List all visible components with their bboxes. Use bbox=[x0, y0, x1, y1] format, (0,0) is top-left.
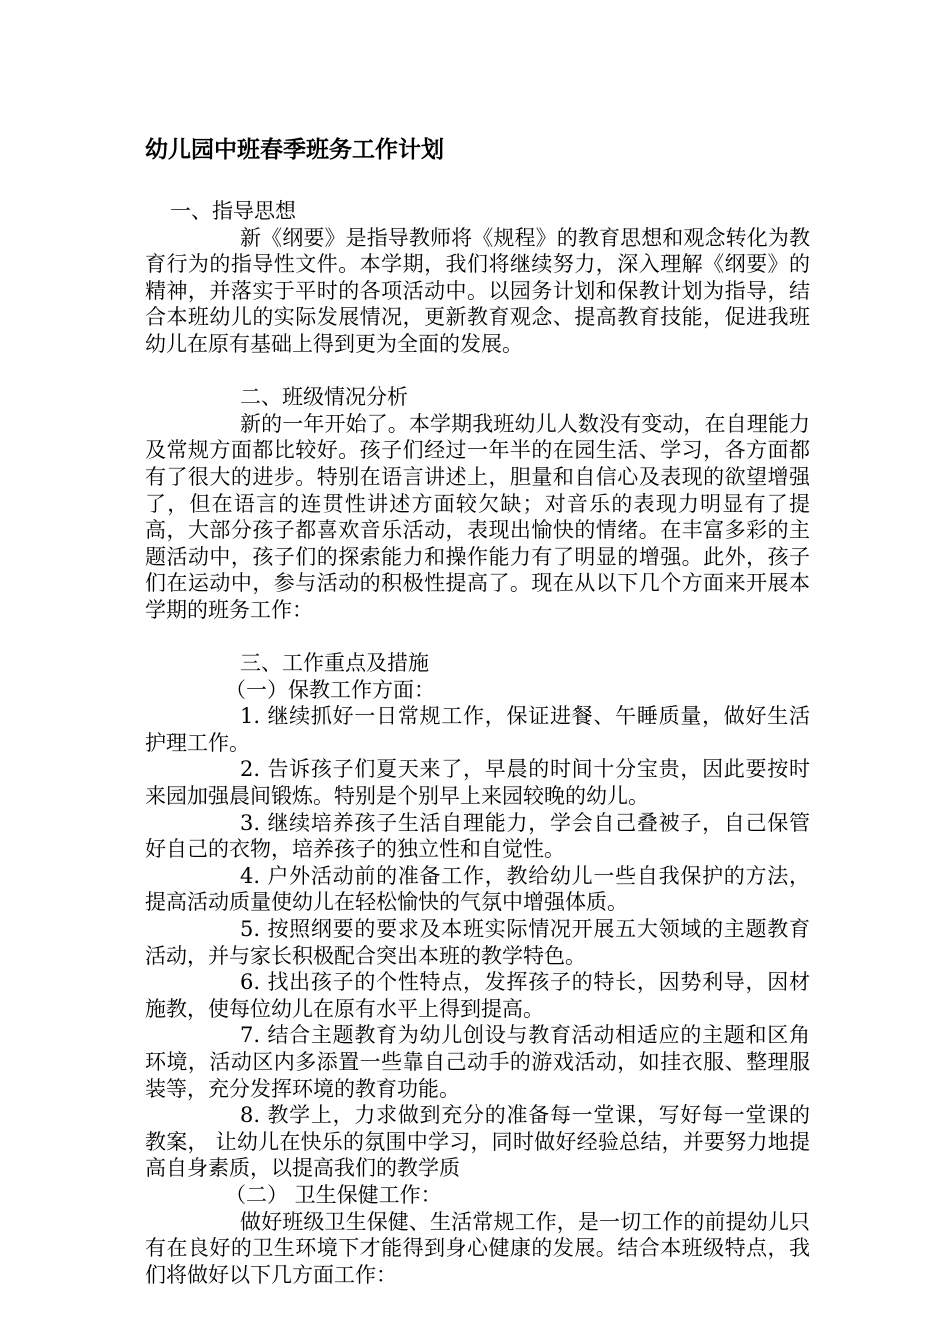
document-title: 幼儿园中班春季班务工作计划 bbox=[145, 137, 444, 163]
list-item: 3. 继续培养孩子生活自理能力，学会自己叠被子，自己保管好自己的衣物，培养孩子的独立性和自觉性。 bbox=[145, 810, 810, 862]
list-item: 7. 结合主题教育为幼儿创设与教育活动相适应的主题和区角环境，活动区内多添置一些靠自己动手的游戏活动，如挂衣服、整理服装等，充分发挥环境的教育功能。 bbox=[145, 1023, 810, 1101]
subsection-paragraph-health-care: 做好班级卫生保健、生活常规工作，是一切工作的前提幼儿只有在良好的卫生环境下才能得到身心健康的发展。结合本班级特点，我们将做好以下几方面工作： bbox=[145, 1209, 810, 1287]
list-item: 8. 教学上，力求做到充分的准备每一堂课，写好每一堂课的教案， 让幼儿在快乐的氛围中学习，同时做好经验总结，并要努力地提高自身素质，以提高我们的教学质 bbox=[145, 1103, 810, 1181]
document-body bbox=[145, 198, 810, 1288]
list-item: 4. 户外活动前的准备工作，教给幼儿一些自我保护的方法，提高活动质量使幼儿在轻松愉快的气氛中增强体质。 bbox=[145, 863, 810, 915]
section-paragraph-guiding-thought: 新《纲要》是指导教师将《规程》的教育思想和观念转化为教育行为的指导性文件。本学期，我们将继续努力，深入理解《纲要》的精神，并落实于平时的各项活动中。以园务计划和保教计划为指导，结合本班幼儿的实际发展情况，更新教育观念、提高教育技能，促进我班幼儿在原有基础上得到更为全面的发展。 bbox=[145, 225, 810, 356]
list-item: 5. 按照纲要的要求及本班实际情况开展五大领域的主题教育活动，并与家长积极配合突出本班的教学特色。 bbox=[145, 917, 810, 968]
list-item: 2. 告诉孩子们夏天来了，早晨的时间十分宝贵，因此要按时来园加强晨间锻炼。特别是个别早上来园较晚的幼儿。 bbox=[145, 757, 810, 809]
section-heading-guiding-thought: 一、指导思想 bbox=[170, 199, 296, 223]
section-heading-work-focus: 三、工作重点及措施 bbox=[240, 651, 429, 676]
section-paragraph-class-analysis: 新的一年开始了。本学期我班幼儿人数没有变动，在自理能力及常规方面都比较好。孩子们经过一年半的在园生活、学习，各方面都有了很大的进步。特别在语言讲述上，胆量和自信心及表现的欲望增强了，但在语言的连贯性讲述方面较欠缺；对音乐的表现力明显有了提高，大部分孩子都喜欢音乐活动，表现出愉快的情绪。在丰富多彩的主题活动中，孩子们的探索能力和操作能力有了明显的增强。此外，孩子们在运动中，参与活动的积极性提高了。现在从以下几个方面来开展本学期的班务工作： bbox=[145, 411, 810, 622]
subsection-heading-care-education: （一）保教工作方面： bbox=[225, 677, 435, 702]
spacer bbox=[145, 358, 810, 385]
list-item: 1. 继续抓好一日常规工作，保证进餐、午睡质量，做好生活护理工作。 bbox=[145, 704, 810, 755]
subsection-heading-health-care: （二） 卫生保健工作： bbox=[225, 1182, 442, 1207]
section-heading-class-analysis: 二、班级情况分析 bbox=[240, 385, 408, 410]
spacer bbox=[145, 624, 810, 651]
list-item: 6. 找出孩子的个性特点，发挥孩子的特长，因势利导，因材施教，使每位幼儿在原有水平上得到提高。 bbox=[145, 970, 810, 1021]
